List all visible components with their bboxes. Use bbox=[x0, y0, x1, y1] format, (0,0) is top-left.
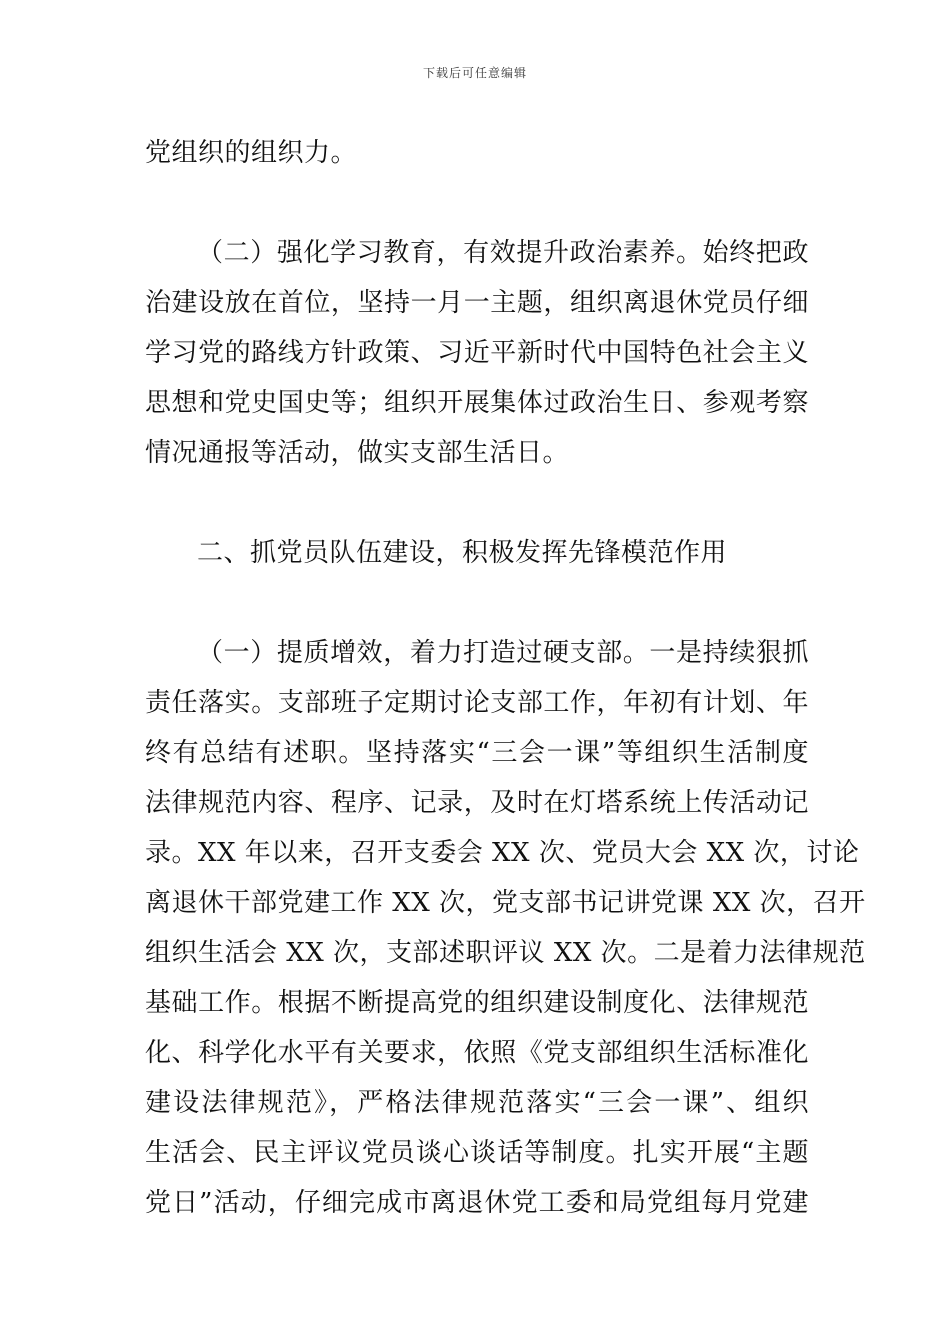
paragraph-gap bbox=[145, 178, 809, 228]
text-line: 基础工作。根据不断提高党的组织建设制度化、法律规范 bbox=[145, 988, 809, 1018]
paragraph-gap bbox=[145, 578, 809, 628]
page-header-note: 下载后可任意编辑 bbox=[422, 66, 527, 80]
text-line: （二）强化学习教育，有效提升政治素养。始终把政 bbox=[197, 238, 809, 268]
text-line: 法律规范内容、程序、记录，及时在灯塔系统上传活动记 bbox=[145, 788, 809, 818]
paragraph-gap bbox=[145, 478, 809, 528]
text-line: 治建设放在首位，坚持一月一主题，组织离退休党员仔细 bbox=[145, 288, 809, 318]
text-line: 思想和党史国史等；组织开展集体过政治生日、参观考察 bbox=[145, 388, 809, 418]
paragraph-continuation bbox=[145, 128, 809, 178]
text-line: 生活会、民主评议党员谈心谈话等制度。扎实开展“主题 bbox=[145, 1138, 809, 1168]
text-line: 党组织的组织力。 bbox=[145, 138, 358, 168]
text-line: 组织生活会 XX 次，支部述职评议 XX 次。二是着力法律规范 bbox=[145, 938, 866, 968]
text-line: 化、科学化水平有关要求，依照《党支部组织生活标准化 bbox=[145, 1038, 809, 1068]
text-line: 党日”活动，仔细完成市离退休党工委和局党组每月党建 bbox=[145, 1188, 809, 1218]
text-line: 情况通报等活动，做实支部生活日。 bbox=[145, 438, 570, 468]
text-line: （一）提质增效，着力打造过硬支部。一是持续狠抓 bbox=[197, 638, 809, 668]
document-body bbox=[145, 128, 866, 1228]
text-line: 责任落实。支部班子定期讨论支部工作，年初有计划、年 bbox=[145, 688, 809, 718]
text-line: 建设法律规范》，严格法律规范落实“三会一课”、组织 bbox=[145, 1088, 809, 1118]
paragraph-study-education bbox=[145, 228, 809, 478]
text-line: 离退休干部党建工作 XX 次，党支部书记讲党课 XX 次，召开 bbox=[145, 888, 866, 918]
section-heading bbox=[145, 528, 809, 578]
text-line: 学习党的路线方针政策、习近平新时代中国特色社会主义 bbox=[145, 338, 809, 368]
heading-line: 二、抓党员队伍建设，积极发挥先锋模范作用 bbox=[197, 538, 728, 568]
paragraph-branch-building bbox=[145, 628, 866, 1228]
text-line: 终有总结有述职。坚持落实“三会一课”等组织生活制度 bbox=[145, 738, 809, 768]
text-line: 录。XX 年以来，召开支委会 XX 次、党员大会 XX 次，讨论 bbox=[145, 838, 860, 868]
